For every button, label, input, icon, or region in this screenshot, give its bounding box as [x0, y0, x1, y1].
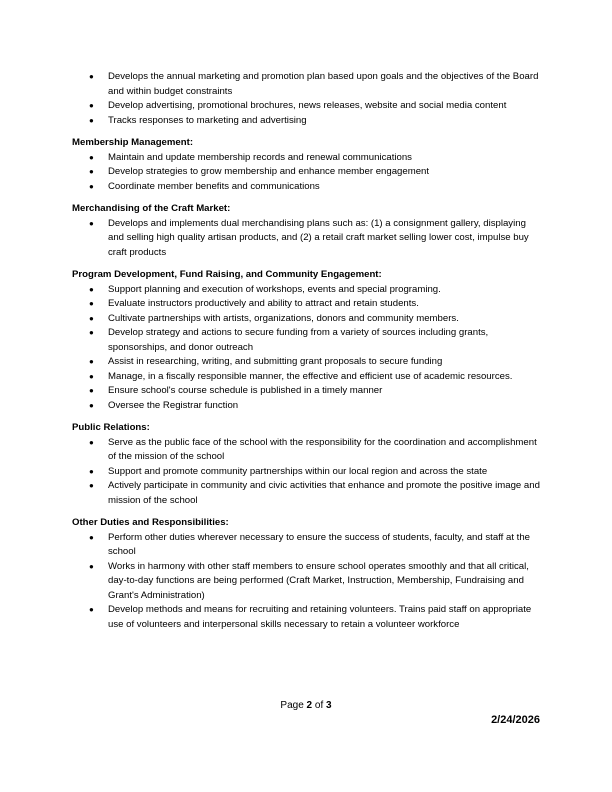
list-item: ● Support planning and execution of workshops, events and special programing. [72, 283, 542, 298]
page-word: Page [280, 700, 304, 711]
list-item: ● Works in harmony with other staff members to ensure school operates smoothly and that all critical, day-to-day functions are being performed (Craft Market, Instruction, Membership, Fundraising and Grant's Administration) [72, 560, 542, 604]
list-item: ● Develop methods and means for recruiting and retaining volunteers. Trains paid staff on appropriate use of volunteers and interpersonal skills necessary to retain a volunteer workforce [72, 603, 542, 632]
other-duties-bullet-list [72, 531, 542, 633]
list-item: ● Serve as the public face of the school with the responsibility for the coordination and accomplishment of the mission of the school [72, 436, 542, 465]
list-item: ● Develop strategy and actions to secure funding from a variety of sources including grants, sponsorships, and donor outreach [72, 326, 542, 355]
list-item: ● Support and promote community partnerships within our local region and across the state [72, 465, 542, 480]
page-of-word: of [314, 700, 324, 711]
list-item: ● Assist in researching, writing, and submitting grant proposals to secure funding [72, 355, 542, 370]
list-item: ● Maintain and update membership records and renewal communications [72, 151, 542, 166]
list-item: ● Cultivate partnerships with artists, organizations, donors and community members. [72, 312, 542, 327]
list-item: ● Coordinate member benefits and communications [72, 180, 542, 195]
list-item: ● Actively participate in community and civic activities that enhance and promote the positive image and mission of the school [72, 479, 542, 508]
merchandising-bullet-list [72, 217, 542, 261]
list-item: ● Develop advertising, promotional brochures, news releases, website and social media content [72, 99, 542, 114]
list-item: ● Develops the annual marketing and promotion plan based upon goals and the objectives of the Board and within budget constraints [72, 70, 542, 99]
list-item: ● Oversee the Registrar function [72, 399, 542, 414]
footer-date: 2/24/2026 [491, 714, 540, 726]
list-item: ● Evaluate instructors productively and ability to attract and retain students. [72, 297, 542, 312]
list-item: ● Develop strategies to grow membership and enhance member engagement [72, 165, 542, 180]
page-current: 2 [306, 700, 313, 711]
intro-bullet-list [72, 70, 542, 128]
section-heading-other-duties: Other Duties and Responsibilities: [72, 517, 229, 528]
membership-bullet-list [72, 151, 542, 195]
list-item: ● Ensure school's course schedule is published in a timely manner [72, 384, 542, 399]
page-total: 3 [326, 700, 332, 711]
section-heading-program-development: Program Development, Fund Raising, and Community Engagement: [72, 269, 382, 280]
public-relations-bullet-list [72, 436, 542, 509]
list-item: ● Tracks responses to marketing and advertising [72, 114, 542, 129]
list-item: ● Develops and implements dual merchandising plans such as: (1) a consignment gallery, displaying and selling high quality artisan products, and (2) a retail craft market selling lower cost, impulse buy craft products [72, 217, 542, 261]
page-number [0, 700, 612, 711]
list-item: ● Perform other duties wherever necessary to ensure the success of students, faculty, and staff at the school [72, 531, 542, 560]
document-body [72, 70, 542, 632]
program-development-bullet-list [72, 283, 542, 414]
section-heading-membership: Membership Management: [72, 137, 194, 148]
section-heading-merchandising: Merchandising of the Craft Market: [72, 203, 231, 214]
section-heading-public-relations: Public Relations: [72, 422, 150, 433]
list-item: ● Manage, in a fiscally responsible manner, the effective and efficient use of academic resources. [72, 370, 542, 385]
